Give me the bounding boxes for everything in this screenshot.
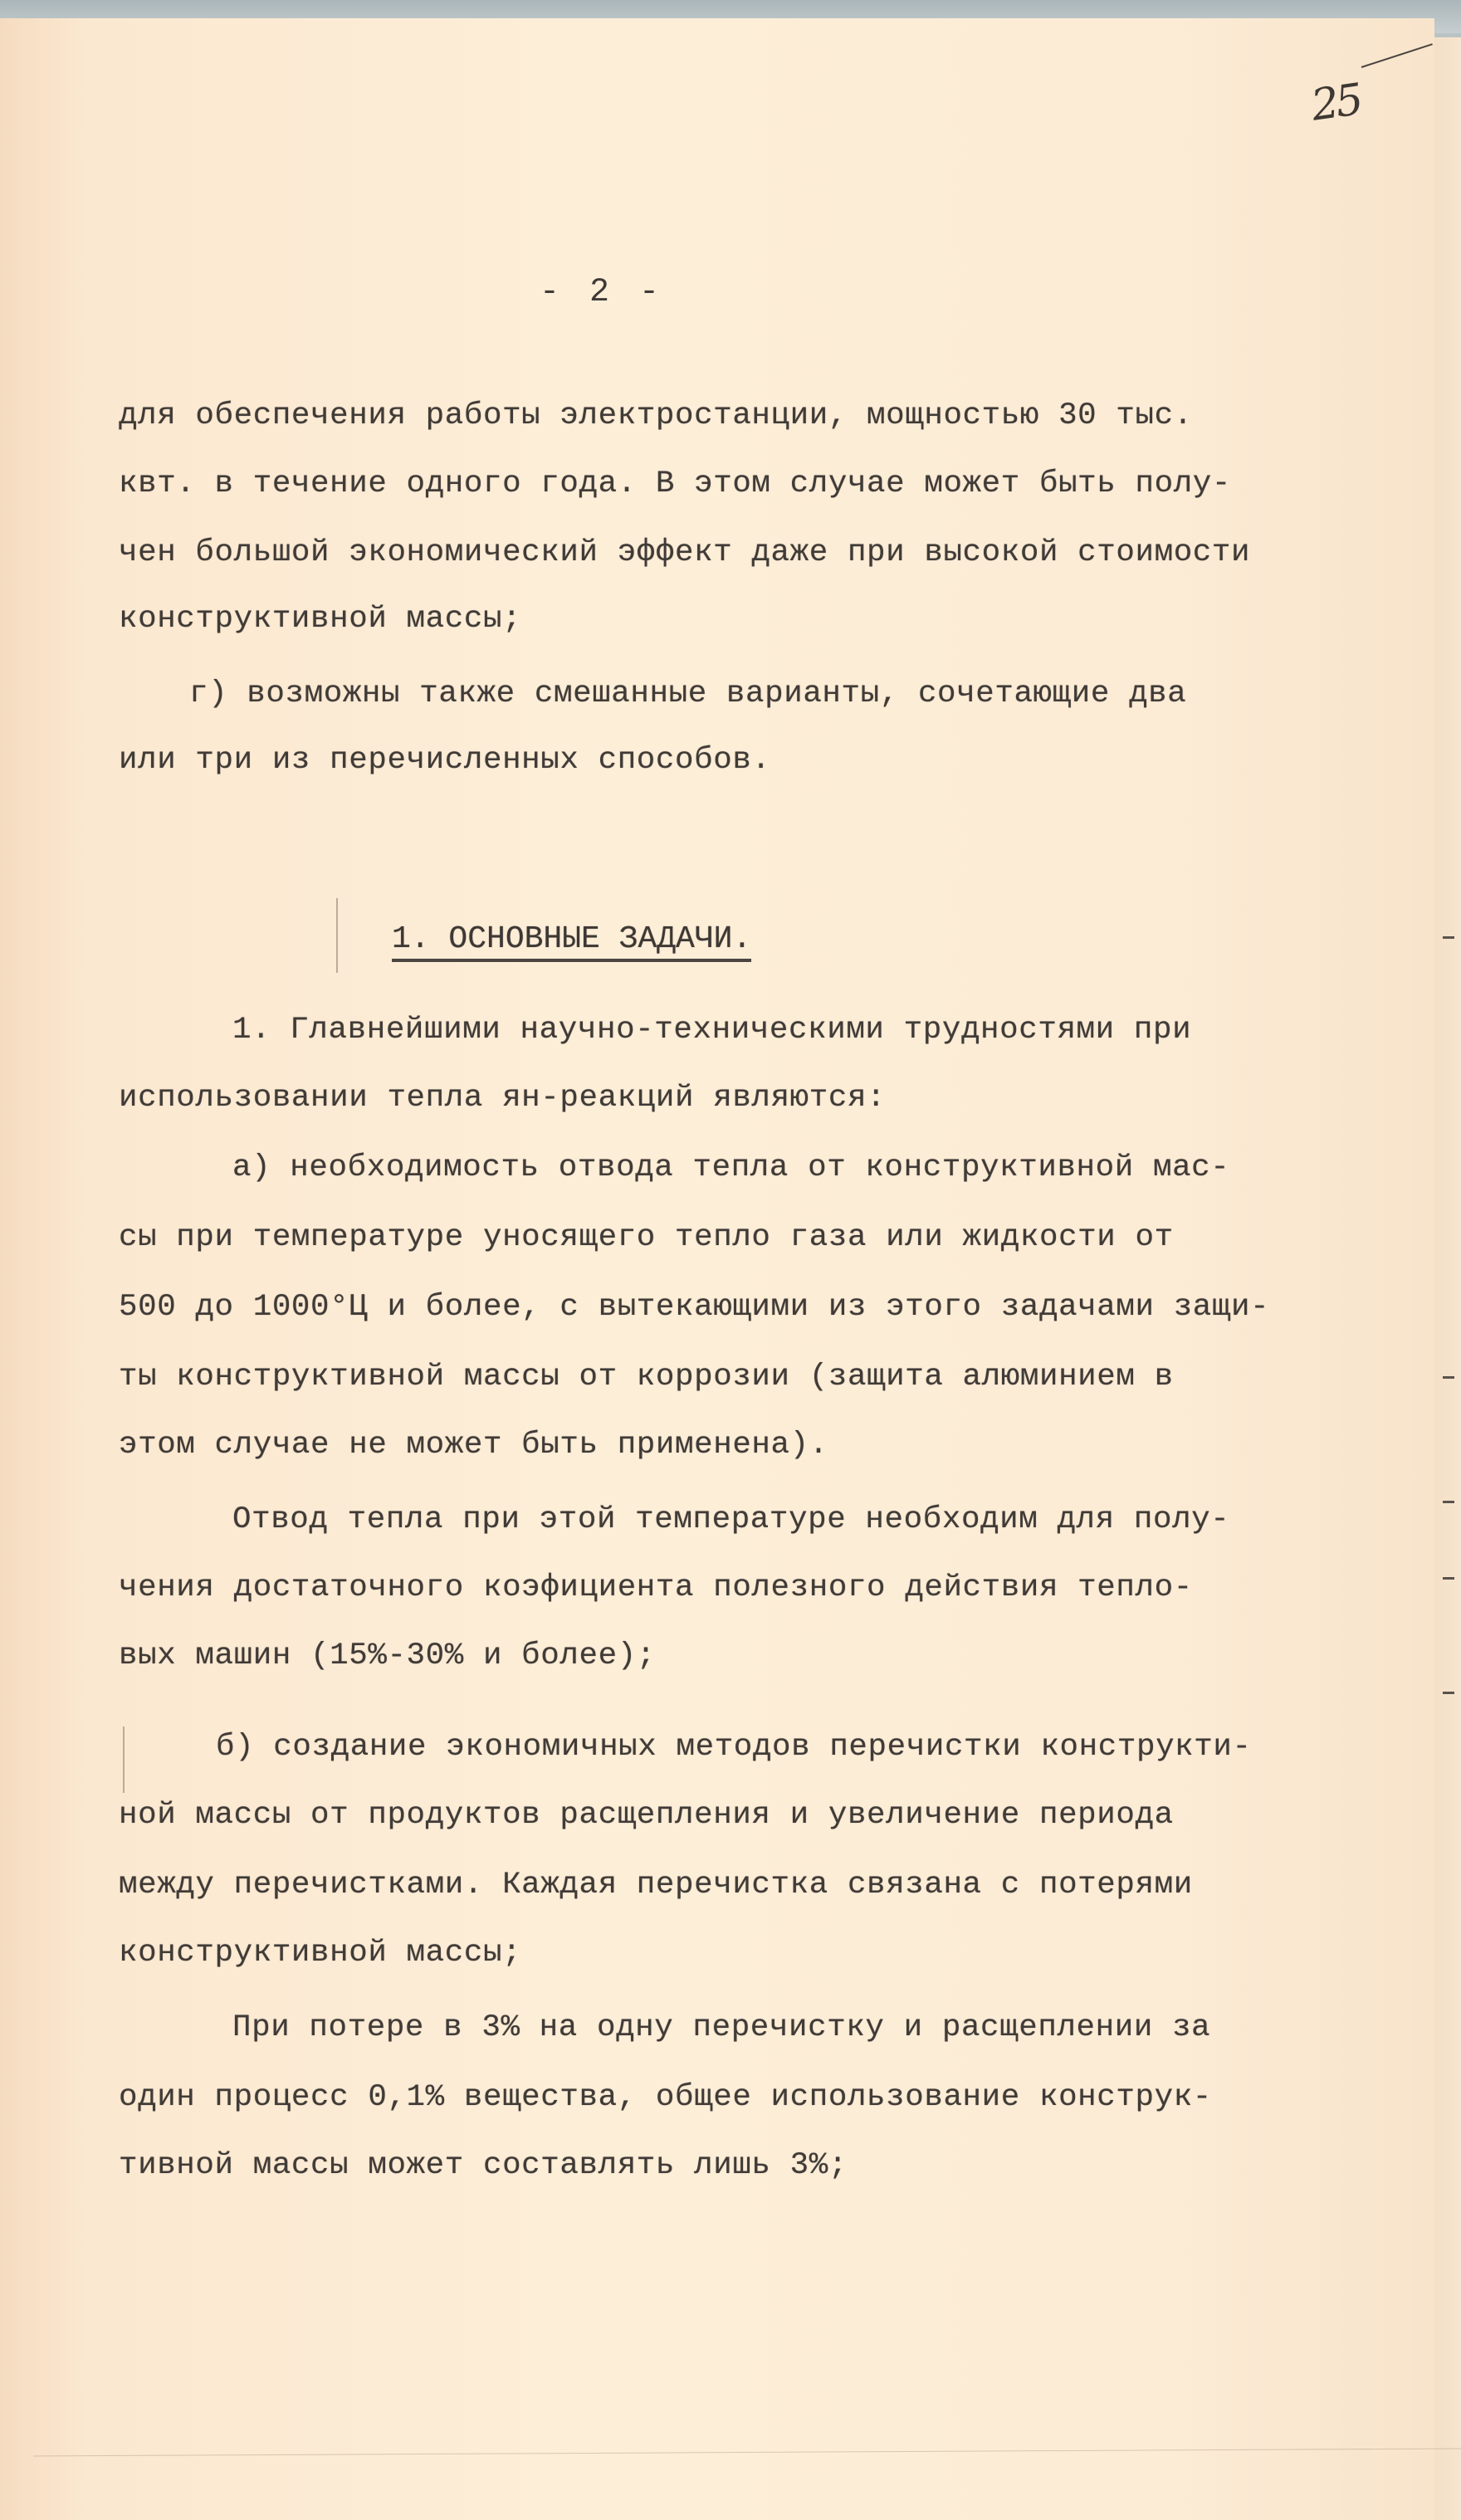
pencil-mark bbox=[336, 898, 338, 973]
text-line: или три из перечисленных способов. bbox=[119, 743, 771, 778]
text-line: один процесс 0,1% вещества, общее использование конструк- bbox=[119, 2080, 1212, 2115]
text-line: конструктивной массы; bbox=[119, 1936, 522, 1971]
text-line: между перечистками. Каждая перечистка связана с потерями bbox=[119, 1868, 1193, 1902]
margin-tick bbox=[1443, 1692, 1454, 1694]
text-line: сы при температуре уносящего тепло газа или жидкости от bbox=[119, 1220, 1174, 1255]
text-line: конструктивной массы; bbox=[119, 602, 522, 637]
text-line: для обеспечения работы электростанции, мощностью 30 тыс. bbox=[119, 398, 1193, 433]
folio-pen-stroke bbox=[1361, 43, 1433, 68]
text-line: 1. Главнейшими научно-техническими трудностями при bbox=[232, 1013, 1192, 1048]
page-number: - 2 - bbox=[540, 274, 665, 311]
text-line: ты конструктивной массы от коррозии (защита алюминием в bbox=[119, 1360, 1174, 1394]
margin-tick bbox=[1443, 1501, 1454, 1503]
margin-tick bbox=[1443, 1376, 1454, 1379]
handwritten-folio-number: 25 bbox=[1308, 75, 1364, 131]
text-line: вых машин (15%-30% и более); bbox=[119, 1638, 656, 1673]
pencil-mark bbox=[123, 1726, 125, 1793]
text-line: 500 до 1000°Ц и более, с вытекающими из этого задачами защи- bbox=[119, 1290, 1270, 1325]
text-line: тивной массы может составлять лишь 3%; bbox=[119, 2148, 848, 2183]
text-line: использовании тепла ян-реакций являются: bbox=[119, 1081, 887, 1116]
text-line: чен большой экономический эффект даже при высокой стоимости bbox=[119, 535, 1251, 570]
margin-tick bbox=[1443, 936, 1454, 939]
text-line: Отвод тепла при этой температуре необходим для полу- bbox=[232, 1502, 1230, 1537]
text-line: чения достаточного коэфициента полезного действия тепло- bbox=[119, 1570, 1193, 1605]
text-line: а) необходимость отвода тепла от конструктивной мас- bbox=[232, 1150, 1230, 1185]
typewritten-page bbox=[0, 18, 1434, 2520]
text-line: ной массы от продуктов расщепления и увеличение периода bbox=[119, 1798, 1174, 1833]
section-heading: 1. ОСНОВНЫЕ ЗАДАЧИ. bbox=[392, 921, 751, 962]
text-line: При потере в 3% на одну перечистку и расщеплении за bbox=[232, 2010, 1211, 2045]
text-line: квт. в течение одного года. В этом случае может быть полу- bbox=[119, 466, 1232, 501]
margin-tick bbox=[1443, 1577, 1454, 1580]
text-line: г) возможны также смешанные варианты, сочетающие два bbox=[189, 676, 1187, 711]
text-line: б) создание экономичных методов перечистки конструкти- bbox=[216, 1730, 1252, 1765]
paper-crease bbox=[33, 2448, 1461, 2456]
text-line: этом случае не может быть применена). bbox=[119, 1428, 828, 1463]
